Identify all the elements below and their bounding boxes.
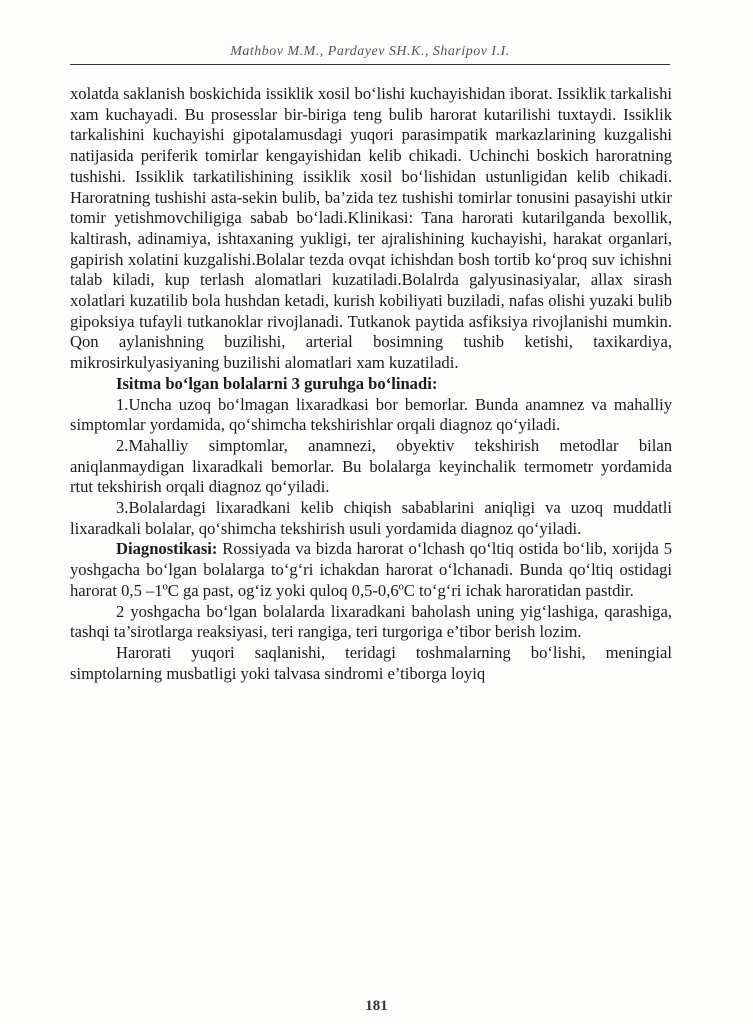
- paragraph-fever-stages: xolatda saklanish boskichida issiklik xosil bo‘lishi kuchayishidan iborat. Issiklik tarkalishi xam kuchayadi. Bu prosesslar bir-biriga teng bulib harorat kutarilishi tuxtaydi. Issiklik tarkalishini kuchayishi gipotalamusdagi yuqori parasimpatik markazlarining kuzgalishi natijasida periferik tomirlar kengayishidan kelib chikadi. Uchinchi boskich haroratning tushishi. Issiklik tarkatilishining issiklik xosil bo‘lishidan ustunligidan kelib chikadi. Haroratning tushishi asta-sekin bulib, ba’zida tez tushishi tomirlar tonusini pasayishi utkir tomir yetishmovchiligiga sabab bo‘ladi.Klinikasi: Tana harorati kutarilganda bexollik, kaltirash, adinamiya, ishtaxaning yukligi, ter ajralishining kuchayishi, harakat organlari, gapirish xolatini kuzgalishi.Bolalar tezda ovqat ichishdan bosh tortib ko‘proq suv ichishni talab kiladi, kup terlash alomatlari kuzatiladi.Bolalrda galyusinasiyalar, allax sirash xolatlari kuzatilib bola hushdan ketadi, kurish kobiliyati buziladi, nafas olishi yuzaki bulib gipoksiya tufayli tutkanoklar rivojlanadi. Tutkanok paytida asfiksiya rivojlanishi mumkin. Qon aylanishning buzilishi, arterial bosimning tushib ketishi, taxikardiya, mikrosirkulyasiyaning buzilishi alomatlari xam kuzatiladi.: [70, 84, 672, 373]
- header-rule: [70, 64, 670, 65]
- page-number: 181: [365, 998, 388, 1014]
- running-header: Mathbov M.M., Pardayev SH.K., Sharipov I.I.: [230, 44, 510, 59]
- groups-heading: Isitma bo‘lgan bolalarni 3 guruhga bo‘linadi:: [116, 373, 438, 393]
- diagnostics-label: Diagnostikasi:: [116, 539, 218, 559]
- paragraph-under-two: 2 yoshgacha bo‘lgan bolalarda lixaradkani baholash uning yig‘lashiga, qarashiga, tashqi ta’sirotlarga reaksiyasi, teri rangiga, teri turgoriga e’tibor berish lozim.: [70, 601, 672, 642]
- group-item-3: 3.Bolalardagi lixaradkani kelib chiqish sabablarini aniqligi va uzoq muddatli lixaradkali bolalar, qo‘shimcha tekshirish usuli yordamida diagnoz qo‘yiladi.: [70, 498, 672, 538]
- paragraph-diagnostics: [70, 539, 672, 601]
- diagnostics-text: Rossiyada va bizda harorat o‘lchash qo‘ltiq ostida bo‘lib, xorijda 5 yoshgacha bo‘lgan bolalarga to‘g‘ri ichakdan harorat o‘lchanadi. Bunda qo‘ltiq ostidagi harorat 0,5 –1ºC ga past, og‘iz yoki quloq 0,5-0,6ºC to‘g‘ri ichak haroratidan pastdir.: [70, 539, 672, 600]
- group-item-2: 2.Mahalliy simptomlar, anamnezi, obyektiv tekshirish metodlar bilan aniqlanmaydigan lixaradkali bemorlar. Bu bolalarga keyinchalik termometr yordamida rtut tekshirish orqali diagnoz qo‘yiladi.: [70, 435, 672, 497]
- group-item-1: 1.Uncha uzoq bo‘lmagan lixaradkasi bor bemorlar. Bunda anamnez va mahalliy simptomlar yordamida, qo‘shimcha tekshirishlar orqali diagnoz qo‘yiladi.: [70, 394, 672, 435]
- paragraph-last: Harorati yuqori saqlanishi, teridagi toshmalarning bo‘lishi, meningial simptolarning musbatligi yoki talvasa sindromi e’tiborga loyiq: [70, 642, 672, 683]
- page-body: [70, 84, 672, 684]
